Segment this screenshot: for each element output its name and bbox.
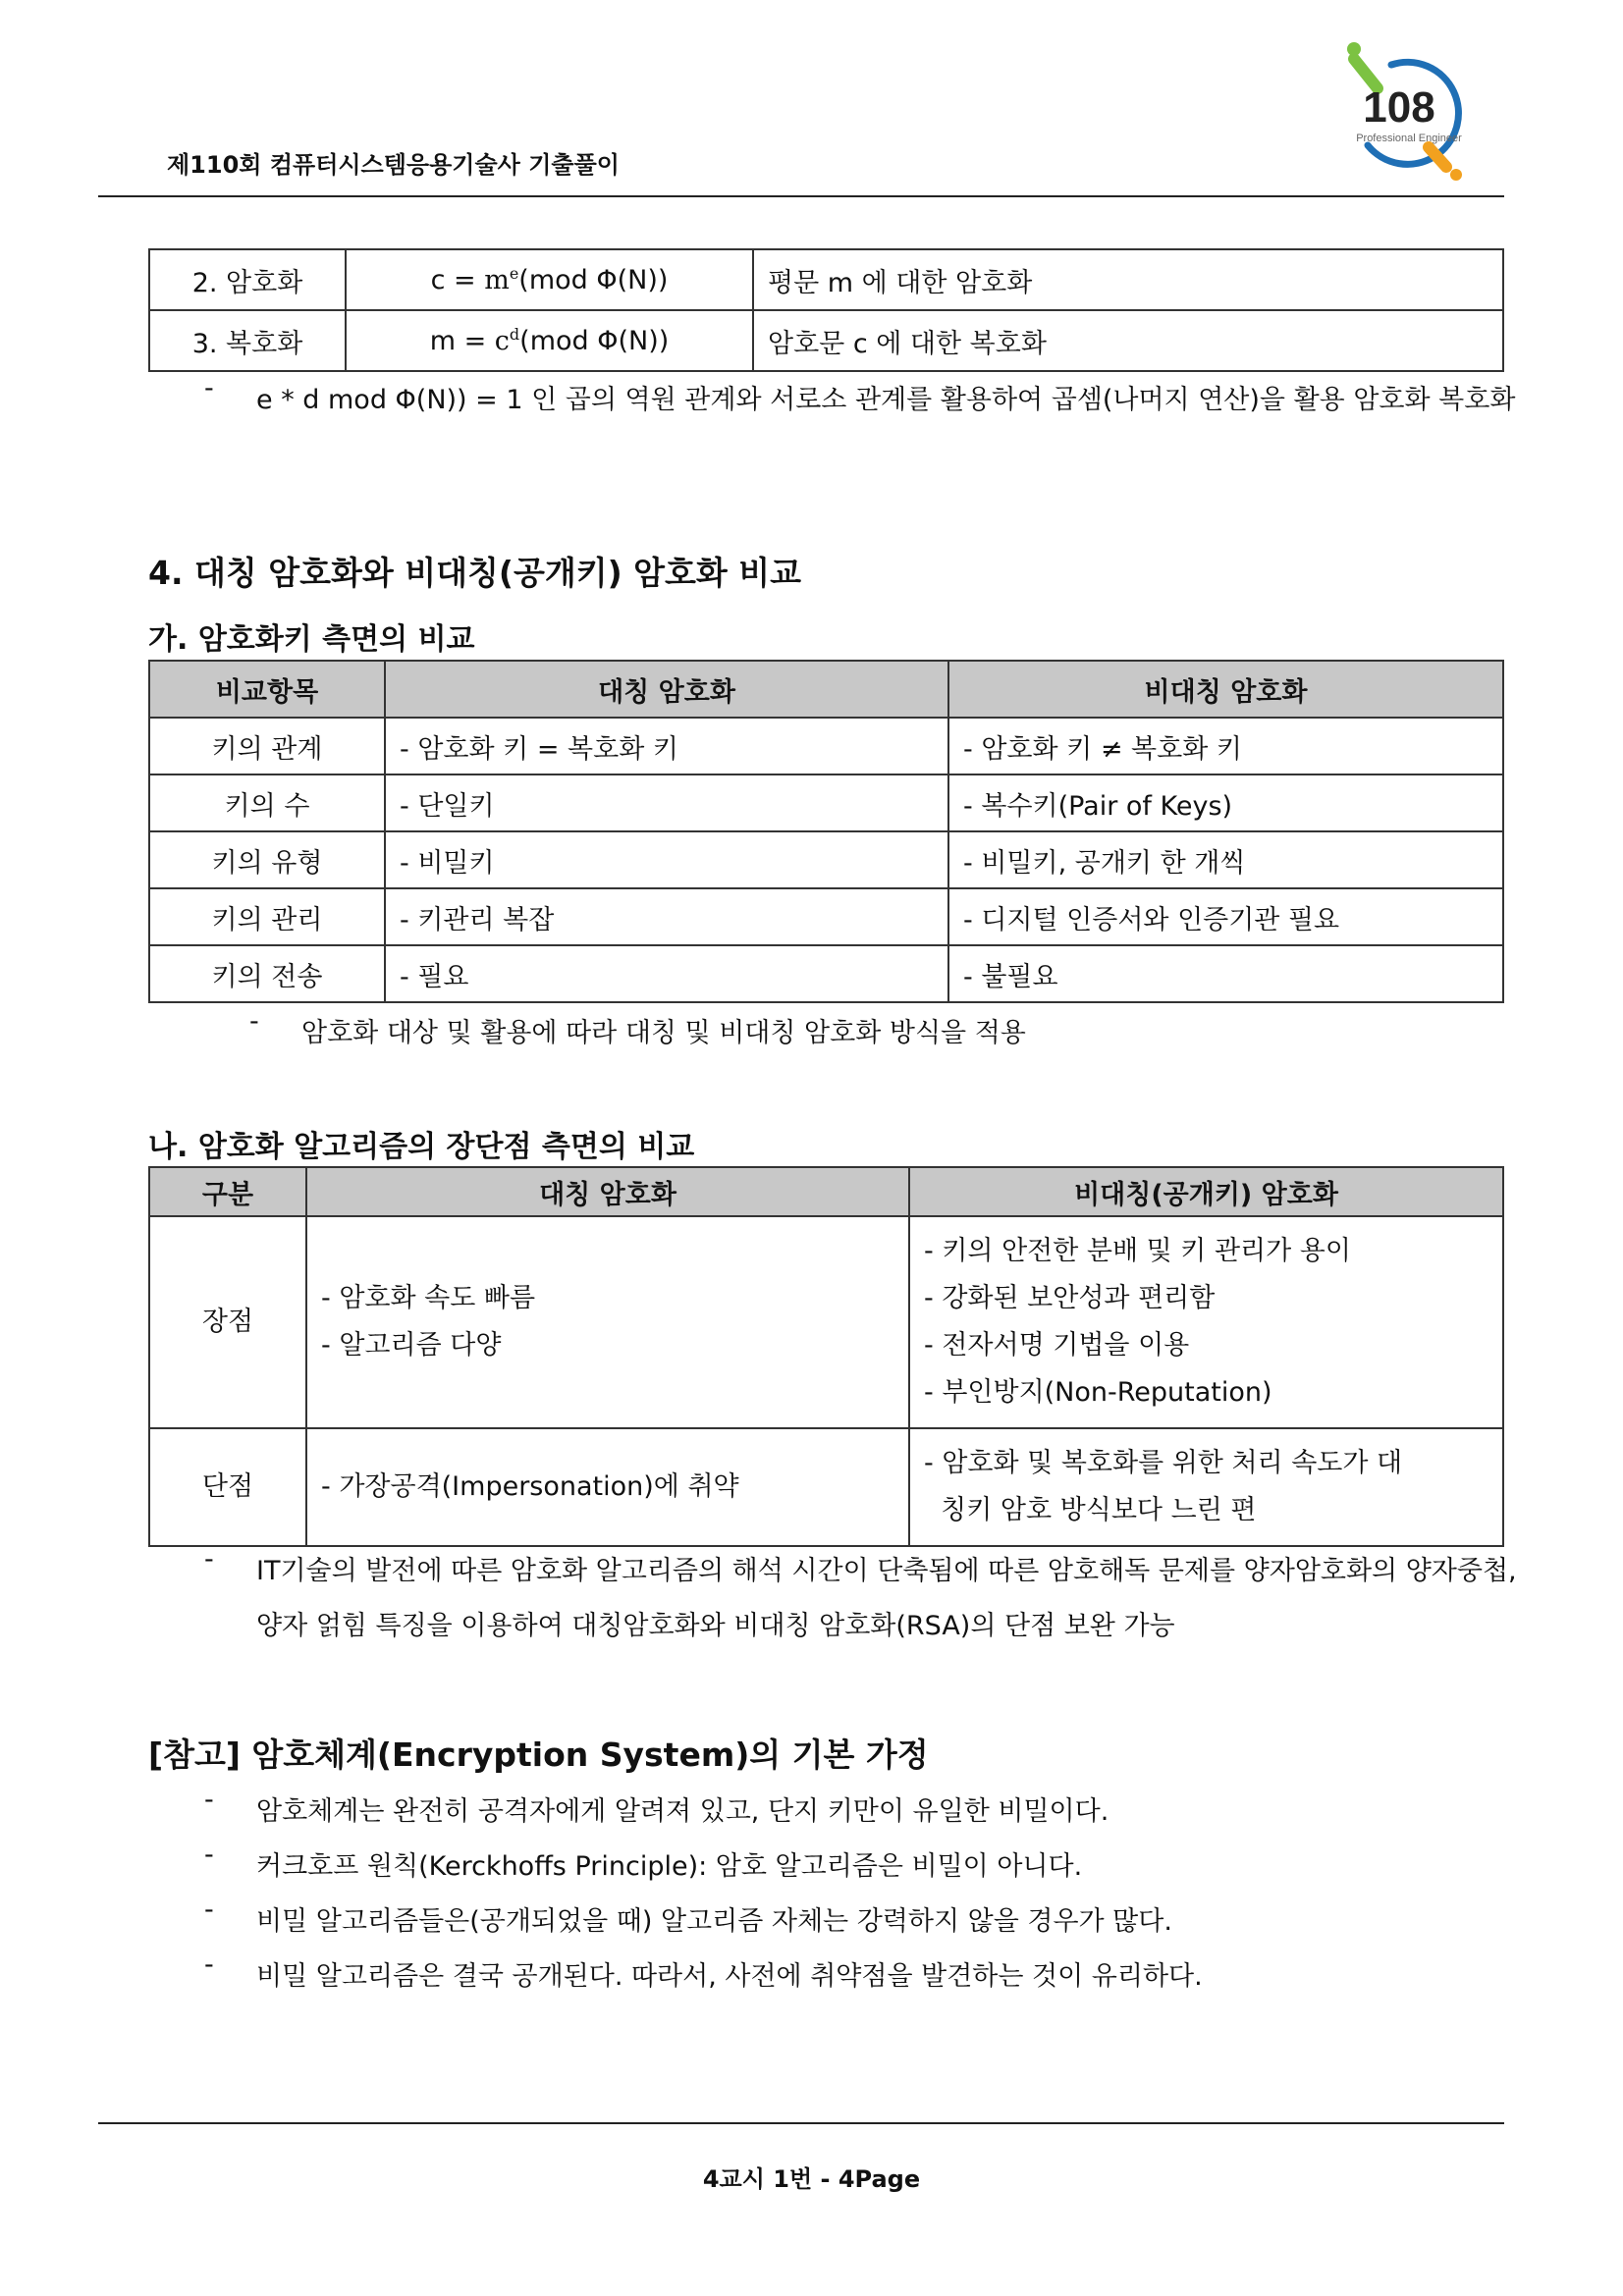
- formula-exponent: e: [509, 264, 519, 283]
- section-4-title: 4. 대칭 암호화와 비대칭(공개키) 암호화 비교: [148, 554, 802, 592]
- cell-line: - 암호화 속도 빠름: [321, 1283, 536, 1313]
- row-label: 키의 관리: [149, 888, 385, 945]
- row-label: 단점: [149, 1428, 306, 1546]
- cell-line: - 강화된 보안성과 편리함: [924, 1283, 1216, 1313]
- bullet-text: 비밀 알고리즘은 결국 공개된다. 따라서, 사전에 취약점을 발견하는 것이 유리하다.: [256, 1961, 1203, 1992]
- table-cell: - 불필요: [948, 945, 1503, 1002]
- bullet-text: 암호화 대상 및 활용에 따라 대칭 및 비대칭 암호화 방식을 적용: [301, 1018, 1026, 1048]
- column-header: 비대칭(공개키) 암호화: [909, 1167, 1503, 1216]
- page-footer: 4교시 1번 - 4Page: [702, 2165, 921, 2193]
- formula-cell: [346, 310, 753, 371]
- bullet-dash: -: [204, 1840, 214, 1870]
- formula-rest: (mod Φ(N)): [518, 265, 669, 295]
- table-row: [149, 249, 1503, 310]
- reference-title: [참고] 암호체계(Encryption System)의 기본 가정: [148, 1735, 929, 1774]
- cell-line: - 키의 안전한 분배 및 키 관리가 용이: [924, 1236, 1351, 1266]
- table-row: [149, 945, 1503, 1002]
- table-cell: - 비밀키: [385, 831, 948, 888]
- table-row: [149, 310, 1503, 371]
- bullet-dash: -: [204, 1785, 214, 1815]
- table-cell: - 필요: [385, 945, 948, 1002]
- document-header-title: 제110회 컴퓨터시스템응용기술사 기출풀이: [167, 151, 620, 179]
- table-cell: - 비밀키, 공개키 한 개씩: [948, 831, 1503, 888]
- formula-cell: [346, 249, 753, 310]
- bullet-dash: -: [204, 1895, 214, 1925]
- bullet-text: IT기술의 발전에 따른 암호화 알고리즘의 해석 시간이 단축됨에 따른 암호해독 문제를 양자암호화의 양자중첩, 양자 얽힘 특징을 이용하여 대칭암호화와 비대칭 암호화(RSA)의 단점 보완 가능: [256, 1556, 1517, 1641]
- row-label: 키의 유형: [149, 831, 385, 888]
- key-comparison-table: [148, 660, 1504, 1003]
- logo-orange-dot: [1450, 169, 1462, 181]
- cell-line: - 전자서명 기법을 이용: [924, 1330, 1190, 1361]
- row-label: 키의 전송: [149, 945, 385, 1002]
- table-row: [149, 888, 1503, 945]
- formula-step-cell: 2. 암호화: [149, 249, 346, 310]
- bullet-dash: -: [204, 373, 214, 403]
- logo-number: 108: [1363, 83, 1435, 132]
- table-row: [149, 1216, 1503, 1428]
- table-row: [149, 831, 1503, 888]
- bullet-dash: -: [249, 1006, 259, 1037]
- table-cell: - 암호화 키 ≠ 복호화 키: [948, 718, 1503, 774]
- row-label: 키의 수: [149, 774, 385, 831]
- formula-base: c: [494, 326, 510, 356]
- formula-desc-cell: 평문 m 에 대한 암호화: [753, 249, 1503, 310]
- bullet-text: 암호체계는 완전히 공격자에게 알려져 있고, 단지 키만이 유일한 비밀이다.: [256, 1796, 1109, 1827]
- formula-base: m: [484, 265, 510, 295]
- cell-line: - 알고리즘 다양: [321, 1330, 502, 1361]
- formula-lhs: m =: [429, 326, 495, 356]
- table-cell: - 단일키: [385, 774, 948, 831]
- bullet-dash: -: [204, 1949, 214, 1980]
- column-header: 비교항목: [149, 661, 385, 718]
- formula-rest: (mod Φ(N)): [519, 326, 670, 356]
- table-row: [149, 718, 1503, 774]
- column-header: 비대칭 암호화: [948, 661, 1503, 718]
- cell-line: - 가장공격(Impersonation)에 취약: [321, 1471, 739, 1502]
- cell-line: 칭키 암호 방식보다 느린 편: [924, 1495, 1257, 1525]
- table-cell: [306, 1428, 909, 1546]
- formula-lhs: c =: [430, 265, 485, 295]
- table-cell: [909, 1216, 1503, 1428]
- cell-line: - 부인방지(Non-Reputation): [924, 1377, 1272, 1408]
- table-cell: - 복수키(Pair of Keys): [948, 774, 1503, 831]
- table-cell: - 키관리 복잡: [385, 888, 948, 945]
- footer-rule: [98, 2122, 1504, 2124]
- table-cell: - 디지털 인증서와 인증기관 필요: [948, 888, 1503, 945]
- bullet-text: e * d mod Φ(N)) = 1 인 곱의 역원 관계와 서로소 관계를 활용하여 곱셈(나머지 연산)을 활용 암호화 복호화: [256, 385, 1516, 415]
- column-header: 구분: [149, 1167, 306, 1216]
- logo-caption: Professional Engineer: [1356, 133, 1462, 144]
- bullet-text: 비밀 알고리즘들은(공개되었을 때) 알고리즘 자체는 강력하지 않을 경우가 많다.: [256, 1906, 1172, 1937]
- pe108-logo: [1330, 37, 1478, 185]
- table-cell: [909, 1428, 1503, 1546]
- table-cell: - 암호화 키 = 복호화 키: [385, 718, 948, 774]
- subsection-b-title: 나. 암호화 알고리즘의 장단점 측면의 비교: [148, 1130, 695, 1164]
- cell-line: - 암호화 및 복호화를 위한 처리 속도가 대: [924, 1448, 1403, 1478]
- formula-desc-cell: 암호문 c 에 대한 복호화: [753, 310, 1503, 371]
- header-rule: [98, 195, 1504, 197]
- table-header-row: [149, 661, 1503, 718]
- rsa-formula-table: [148, 248, 1504, 372]
- algorithm-comparison-table: [148, 1166, 1504, 1547]
- formula-exponent: d: [509, 325, 520, 344]
- row-label: 장점: [149, 1216, 306, 1428]
- table-cell: [306, 1216, 909, 1428]
- table-header-row: [149, 1167, 1503, 1216]
- formula-step-cell: 3. 복호화: [149, 310, 346, 371]
- bullet-dash: -: [204, 1544, 214, 1575]
- table-row: [149, 774, 1503, 831]
- column-header: 대칭 암호화: [306, 1167, 909, 1216]
- table-row: [149, 1428, 1503, 1546]
- row-label: 키의 관계: [149, 718, 385, 774]
- column-header: 대칭 암호화: [385, 661, 948, 718]
- subsection-a-title: 가. 암호화키 측면의 비교: [148, 622, 475, 657]
- bullet-text: 커크호프 원칙(Kerckhoffs Principle): 암호 알고리즘은 비밀이 아니다.: [256, 1851, 1083, 1882]
